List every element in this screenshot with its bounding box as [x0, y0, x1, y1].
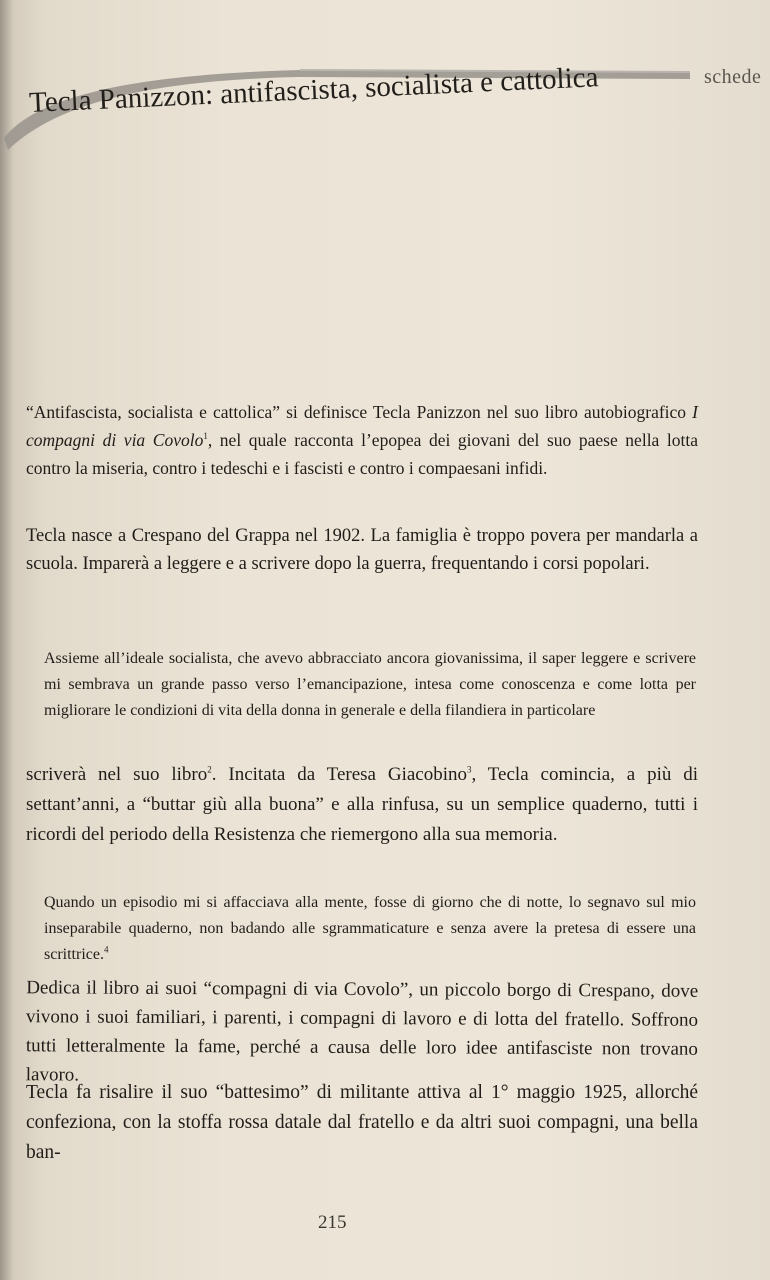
book-title: I compagni di via Covolo — [26, 402, 698, 450]
page-number: 215 — [318, 1212, 347, 1233]
block-quote-2 — [44, 874, 696, 984]
paragraph-book — [26, 760, 698, 850]
intro-text-rest: , nel quale racconta l’epopea dei giovani del suo paese nella lotta contro la miseria, contro i tedeschi e i fascisti e contro i compaesani infidi. — [26, 430, 699, 478]
intro-text: “Antifascista, socialista e cattolica” si definisce Tecla Panizzon nel suo libro autobiografico — [26, 402, 693, 422]
book-text-c: , Tecla comincia, a più di settant’anni, a “buttar giù alla buona” e alla rinfusa, su un semplice quaderno, tutti i ricordi del periodo della Resistenza che riemergono alla sua memoria. — [26, 764, 699, 845]
paragraph-dedication — [26, 973, 699, 1093]
paragraph-birth — [26, 522, 698, 578]
book-text-a: scriverà nel suo libro — [26, 764, 208, 785]
block-quote-1 — [44, 630, 696, 740]
quote-2-text: Quando un episodio mi si affacciava alla mente, fosse di giorno che di notte, lo segnavo sul mio inseparabile quaderno, non badando alle sgrammaticature e senza avere la pretesa di essere una scrittrice. — [44, 894, 696, 963]
page-title: Tecla Panizzon: antifascista, socialista e cattolica — [28, 61, 600, 120]
footnote-ref-2: 2 — [207, 764, 212, 775]
birth-text: Tecla nasce a Crespano del Grappa nel 1902. La famiglia è troppo povera per mandarla a scuola. Imparerà a leggere e a scrivere dopo la guerra, frequentando i corsi popolari. — [26, 526, 698, 574]
dedication-text: Dedica il libro ai suoi “compagni di via Covolo”, un piccolo borgo di Crespano, dove vivono i suoi familiari, i parenti, i compagni di lavoro e di lotta del fratello. Soffrono tutti letteralmente la fame, perché a causa delle loro idee antifasciste non trovano lavoro. — [25, 977, 699, 1086]
baptism-text: Tecla fa risalire il suo “battesimo” di militante attiva al 1° maggio 1925, allorché confeziona, con la stoffa rossa datale dal fratello e da altri suoi compagni, una bella ban- — [26, 1082, 698, 1163]
section-label: schede — [704, 66, 762, 88]
paragraph-baptism — [26, 1078, 698, 1168]
footnote-ref-4: 4 — [103, 944, 109, 955]
quote-1-text: Assieme all’ideale socialista, che avevo abbracciato ancora giovanissima, il saper leggere e scrivere mi sembrava un grande passo verso l’emancipazione, intesa come conoscenza e come lotta per migliorare le condizioni di vita della donna in generale e della filandiera in particolare — [44, 650, 696, 719]
footnote-ref-1: 1 — [203, 431, 208, 442]
paragraph-intro — [26, 398, 698, 482]
footnote-ref-3: 3 — [467, 764, 472, 775]
book-text-b: . Incitata da Teresa Giacobino — [211, 764, 467, 785]
